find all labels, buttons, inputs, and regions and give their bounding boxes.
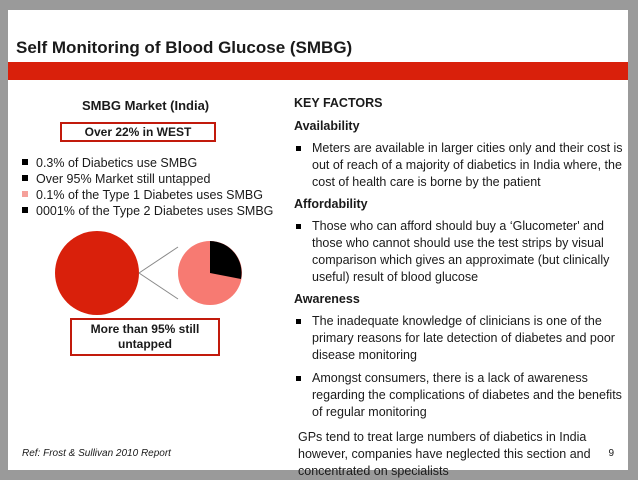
item-text: Amongst consumers, there is a lack of awareness regarding the complications of diabetes and the benefits of regular monitoring xyxy=(312,371,622,419)
bullet-square-icon xyxy=(296,146,301,151)
slide xyxy=(8,10,628,478)
bullet-square-icon xyxy=(22,207,28,213)
large-pie xyxy=(55,231,139,315)
market-bullet xyxy=(14,203,294,219)
bullet-square-icon xyxy=(296,376,301,381)
item-text: Those who can afford should buy a ‘Glucometer' and those who cannot should use the test strips by visual comparison which gives an approximate (but clinically useful) result of blood glucose xyxy=(312,219,610,284)
bullet-square-icon xyxy=(296,319,301,324)
market-bullet xyxy=(14,155,294,171)
reference-citation: Ref: Frost & Sullivan 2010 Report xyxy=(22,448,171,459)
market-bullet-list xyxy=(14,155,294,219)
west-label-box: Over 22% in WEST xyxy=(60,122,216,142)
section-availability-title: Availability xyxy=(294,119,360,133)
market-bullet xyxy=(14,171,294,187)
key-factors-heading: KEY FACTORS xyxy=(294,96,383,110)
bullet-square-icon xyxy=(296,224,301,229)
market-bullet xyxy=(14,187,294,203)
bullet-text: Over 95% Market still untapped xyxy=(36,172,211,186)
item-text: The inadequate knowledge of clinicians is one of the primary reasons for late detection of diabetes and poor disease monitoring xyxy=(312,314,615,362)
key-factor-item xyxy=(294,218,624,286)
bullet-square-icon xyxy=(22,175,28,181)
bullet-square-icon xyxy=(22,191,28,197)
gp-note: GPs tend to treat large numbers of diabetics in India however, companies have neglected this section and concentrated on specialists xyxy=(298,430,591,478)
small-pie-slice xyxy=(210,241,242,279)
bullet-text: 0.3% of Diabetics use SMBG xyxy=(36,156,198,170)
untapped-label-box: More than 95% still untapped xyxy=(70,318,220,356)
key-factor-item xyxy=(294,140,624,191)
key-factor-item xyxy=(294,313,624,364)
section-affordability-title: Affordability xyxy=(294,197,368,211)
bullet-square-icon xyxy=(22,159,28,165)
connector-line-bottom xyxy=(139,273,178,299)
section-awareness-title: Awareness xyxy=(294,292,360,306)
item-text: Meters are available in larger cities only and their cost is out of reach of a majority of diabetics in India where, the cost of health care is borne by the patient xyxy=(312,141,623,189)
connector-line-top xyxy=(139,247,178,273)
page-number: 9 xyxy=(608,448,614,459)
bullet-text: 0001% of the Type 2 Diabetes uses SMBG xyxy=(36,204,274,218)
key-factor-item xyxy=(294,370,624,421)
key-factors-panel xyxy=(294,96,624,480)
title-accent-bar xyxy=(8,62,628,80)
bullet-text: 0.1% of the Type 1 Diabetes uses SMBG xyxy=(36,188,263,202)
slide-title: Self Monitoring of Blood Glucose (SMBG) xyxy=(16,38,353,57)
market-pie-graphic xyxy=(40,225,260,325)
market-section-title: SMBG Market (India) xyxy=(82,98,210,113)
